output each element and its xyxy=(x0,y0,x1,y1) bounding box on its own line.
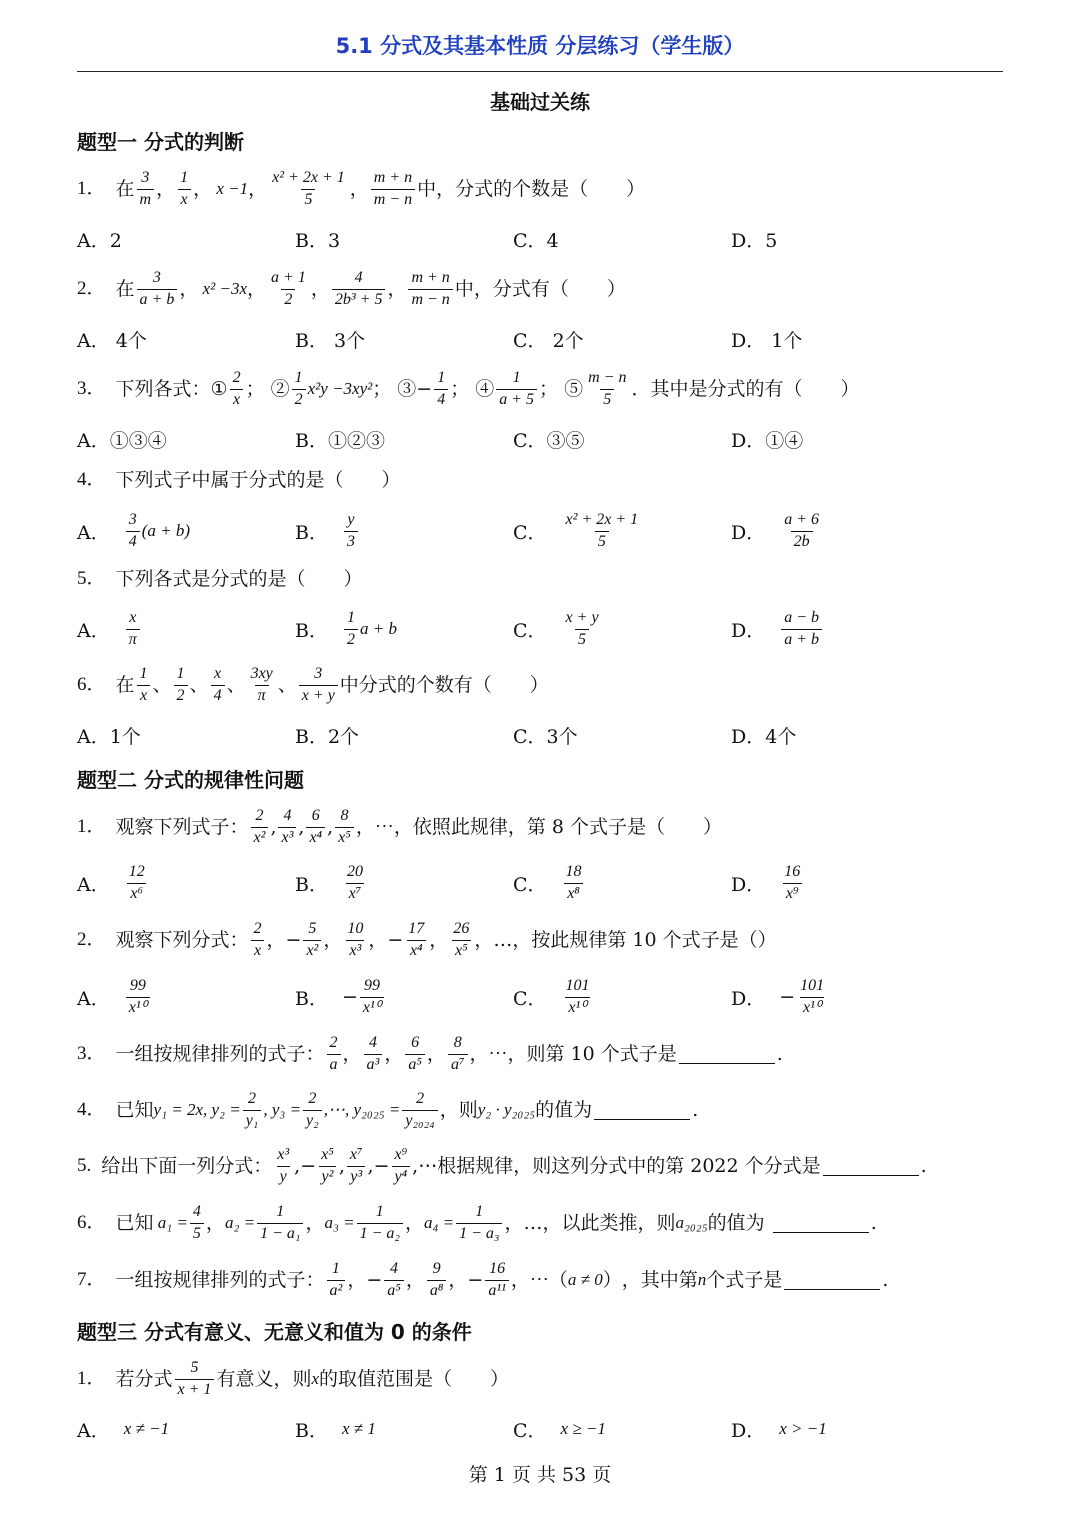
answer-blank[interactable] xyxy=(679,1045,775,1064)
t3-q1: 1． 若分式 $\frac{5}{x + 1}$ 有意义，则 x 的取值范围是（ ） xyxy=(77,1359,510,1398)
t1-q1-options xyxy=(77,214,1003,264)
answer-blank[interactable] xyxy=(773,1214,869,1233)
option-c[interactable]: C． $\frac{18}{\text{x⁸}}$ xyxy=(513,863,582,902)
t2-q6: 6． 已知 a₁ = $\frac{4}{5}$ ， a₂ = $\frac{1}{\text{1 − a₁}}$ ， a₃ = $\frac{1}{\text{1 − a₂}}$ ， a₄ = $\frac{1}{\text{1 − a₃}}$ ，…，以此类推，则 a₂₀₂₅ 的值为 . xyxy=(77,1203,877,1242)
t2-q1: 1． 观察下列式子： $\frac{2}{\text{x²}}$ , $\frac{4}{\text{x³}}$ , $\frac{6}{\text{x⁴}}$ , $\frac{8}{\text{x⁵}}$ ，⋯ ，依照此规律，第 8 个式子是（ ） xyxy=(77,807,723,846)
option-a[interactable]: A． $\frac{99}{\text{x¹⁰}}$ xyxy=(77,977,295,1017)
t1-q5-options xyxy=(77,604,1003,654)
section-title: 基础过关练 xyxy=(490,90,590,114)
option-b[interactable]: B． $\frac{20}{\text{x⁷}}$ xyxy=(295,863,363,902)
option-a[interactable]: A． $\frac{3}{4}$ (a + b) xyxy=(77,511,191,550)
option-d[interactable]: D． x > −1 xyxy=(731,1419,827,1442)
option-d[interactable]: D． $\frac{a + 6}{2b}$ xyxy=(731,511,820,550)
option-d[interactable]: D．4个 xyxy=(731,725,797,748)
option-b[interactable]: B．2个 xyxy=(295,725,360,748)
answer-blank[interactable] xyxy=(823,1157,919,1176)
t2-q2: 2． 观察下列分式： $\frac{2}{x}$ ，− $\frac{5}{\text{x²}}$ ， $\frac{10}{\text{x³}}$ ，− $\frac{17}{\text{x⁴}}$ ， $\frac{26}{\text{x⁵}}$ ，… ，按此规律第 10 个式子是（） xyxy=(77,920,777,959)
option-c[interactable]: C． $\frac{\text{x² + 2x + 1}}{5}$ xyxy=(513,511,639,550)
option-d[interactable]: D．5 xyxy=(731,229,778,252)
option-b[interactable]: B． − $\frac{99}{\text{x¹⁰}}$ xyxy=(295,977,513,1017)
option-a[interactable]: A． x ≠ −1 xyxy=(77,1419,170,1442)
t2-q3: 3． 一组按规律排列的式子： $\frac{2}{a}$ ， $\frac{4}{\text{a³}}$ ， $\frac{6}{\text{a⁵}}$ ， $\frac{8}{\text{a⁷}}$ ，⋯ ，则第 10 个式子是 . xyxy=(77,1034,783,1073)
t1-q1: 1． 在 $\frac{3}{m}$ ， $\frac{1}{x}$ ， x −1 ， $\frac{\text{x² + 2x + 1}}{5}$ ， $\frac{m + n}{m - n}$ 中，分式的个数是（ ） xyxy=(77,169,646,208)
option-c[interactable]: C． x ≥ −1 xyxy=(513,1419,606,1442)
t2-q2-options xyxy=(77,972,1003,1022)
option-a[interactable]: A．2 xyxy=(77,229,122,252)
option-d[interactable]: D． − $\frac{101}{\text{x¹⁰}}$ xyxy=(731,977,825,1016)
option-c[interactable]: C．③⑤ xyxy=(513,429,585,452)
option-d[interactable]: D． 1个 xyxy=(731,329,803,352)
option-a[interactable]: A．①③④ xyxy=(77,429,167,452)
option-a[interactable]: A．1个 xyxy=(77,725,141,748)
page-footer: 第 1 页 共 53 页 xyxy=(468,1464,612,1486)
t1-q4-options xyxy=(77,506,1003,556)
type2-heading: 题型二 分式的规律性问题 xyxy=(77,768,304,792)
option-b[interactable]: B． $\frac{y}{3}$ xyxy=(295,511,513,551)
t2-q5: 5. 给出下面一列分式： $\frac{\text{x³}}{y}$ ,− $\frac{\text{x⁵}}{\text{y²}}$ , $\frac{\text{x⁷}}{\text{y³}}$ ,− $\frac{\text{x⁹}}{\text{y⁴}}$ ,⋯ 根据规律，则这列分式中的第 2022 个分式是 . xyxy=(77,1146,927,1185)
option-d[interactable]: D． $\frac{16}{\text{x⁹}}$ xyxy=(731,863,801,902)
t1-q6: 6． 在 $\frac{1}{x}$ 、 $\frac{1}{2}$ 、 $\frac{x}{4}$ 、 $\frac{3xy}{\pi}$ 、 $\frac{3}{x + y}$ 中分式的个数有（ ） xyxy=(77,665,549,704)
t1-q2: 2． 在 $\frac{3}{a + b}$ ， x² −3x ， $\frac{a + 1}{2}$ ， $\frac{4}{\text{2b³ + 5}}$ ， $\frac{m + n}{m - n}$ 中，分式有（ ） xyxy=(77,269,626,308)
t1-q5: 5． 下列各式是分式的是（ ） xyxy=(77,568,363,590)
t1-q6-options xyxy=(77,710,1003,760)
option-d[interactable]: D．①④ xyxy=(731,429,804,452)
option-a[interactable]: A． 4个 xyxy=(77,329,147,352)
option-c[interactable]: C．4 xyxy=(513,229,559,252)
header-rule xyxy=(77,71,1003,72)
type3-heading: 题型三 分式有意义、无意义和值为 0 的条件 xyxy=(77,1320,472,1344)
option-c[interactable]: C． $\frac{x + y}{5}$ xyxy=(513,609,599,648)
type1-heading: 题型一 分式的判断 xyxy=(77,130,244,154)
option-b[interactable]: B．①②③ xyxy=(295,429,385,452)
option-b[interactable]: B． 3个 xyxy=(295,329,366,352)
option-b[interactable]: B． x ≠ 1 xyxy=(295,1419,376,1442)
document-title: 5.1 分式及其基本性质 分层练习（学生版） xyxy=(335,34,745,58)
t3-q1-options xyxy=(77,1404,1003,1454)
option-c[interactable]: C． $\frac{101}{\text{x¹⁰}}$ xyxy=(513,977,590,1016)
t1-q3: 3． 下列各式： ① $\frac{2}{x}$ ； ② $\frac{1}{2}$ x²y −3xy² ； ③− $\frac{1}{4}$ ； ④ $\frac{1}{a + 5}$ ； ⑤ $\frac{m - n}{5}$ ．其中是分式的有（ ） xyxy=(77,369,860,408)
option-b[interactable]: B．3 xyxy=(295,229,341,252)
option-c[interactable]: C．3个 xyxy=(513,725,578,748)
answer-blank[interactable] xyxy=(594,1101,690,1120)
t1-q4: 4． 下列式子中属于分式的是（ ） xyxy=(77,469,401,491)
t2-q4: 4． 已知 y₁ = 2x, y₂ = $\frac{2}{\text{y₁}}$ , y₃ = $\frac{2}{\text{y₂}}$ ,⋯, y₂₀₂₅ = $\frac{2}{\text{y₂₀₂₄}}$ ，则 y₂ · y₂₀₂₅ 的值为 . xyxy=(77,1090,699,1129)
t2-q7: 7． 一组按规律排列的式子： $\frac{1}{\text{a²}}$ ，− $\frac{4}{\text{a⁵}}$ ， $\frac{9}{\text{a⁸}}$ ，− $\frac{16}{\text{a¹¹}}$ ，⋯（ a ≠ 0 ） ，其中第 n 个式子是 . xyxy=(77,1260,889,1299)
option-c[interactable]: C． 2个 xyxy=(513,329,584,352)
t1-q2-options xyxy=(77,314,1003,364)
answer-blank[interactable] xyxy=(784,1271,880,1290)
t2-q1-options xyxy=(77,858,1003,908)
option-b[interactable]: B． $\frac{1}{2}$ a + b xyxy=(295,609,397,648)
option-a[interactable]: A． $\frac{12}{\text{x⁶}}$ xyxy=(77,863,145,902)
option-a[interactable]: A． $\frac{x}{\pi}$ xyxy=(77,609,295,649)
option-d[interactable]: D． $\frac{a - b}{a + b}$ xyxy=(731,609,949,649)
